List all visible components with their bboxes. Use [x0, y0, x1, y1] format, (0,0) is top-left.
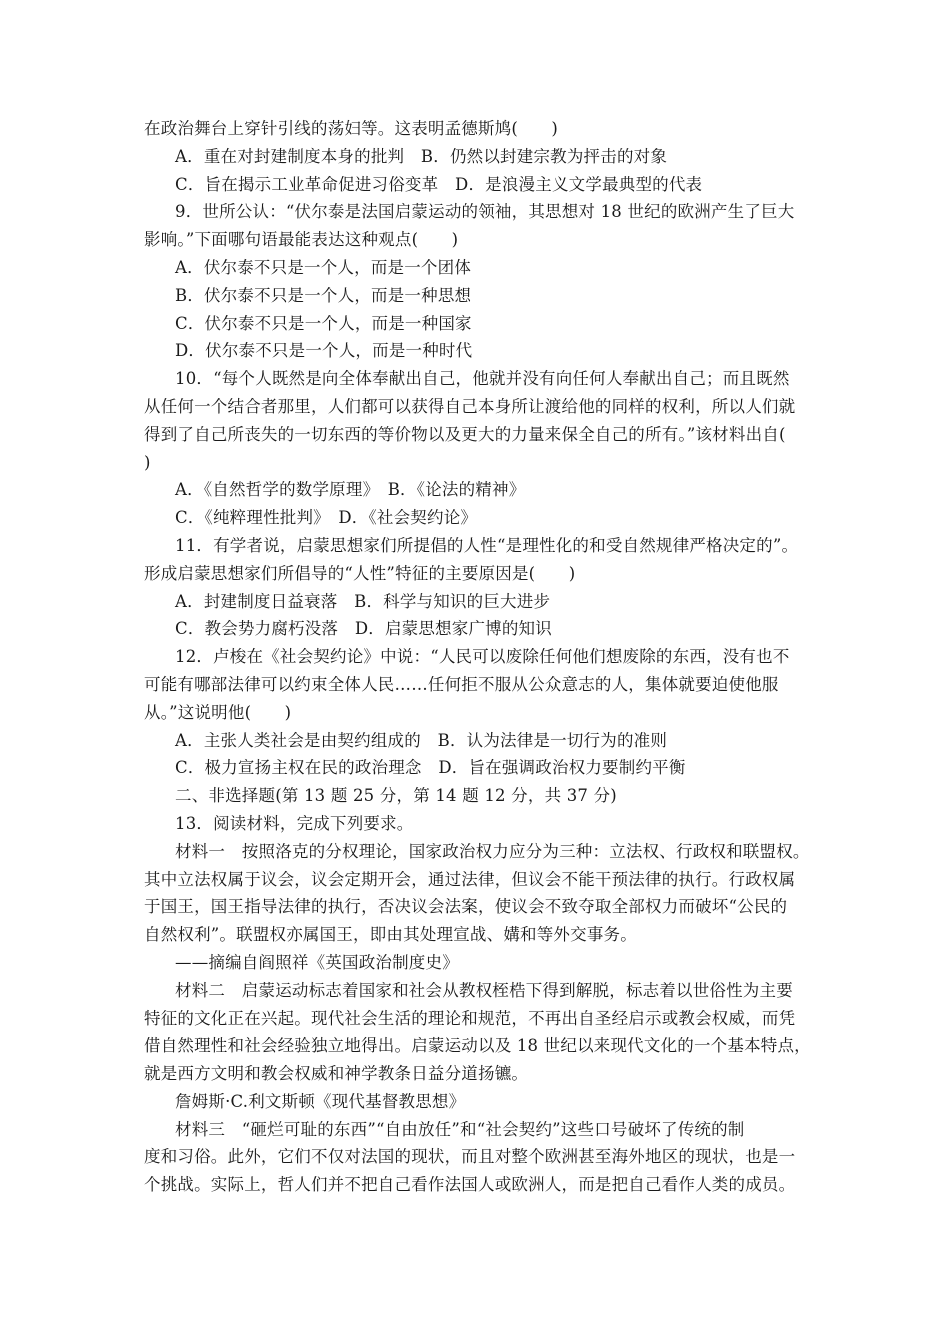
document-page	[144, 115, 814, 1199]
text-line: 个挑战。实际上，哲人们并不把自己看作法国人或欧洲人，而是把自己看作人类的成员。	[144, 1175, 796, 1195]
text-line: 特征的文化正在兴起。现代社会生活的理论和规范，不再出自圣经启示或教会权威，而凭	[144, 1008, 796, 1028]
text-line: 可能有哪部法律可以约束全体人民……任何拒不服从公众意志的人，集体就要迫使他服	[144, 674, 779, 694]
text-line: 其中立法权属于议会，议会定期开会，通过法律，但议会不能干预法律的执行。行政权属	[144, 869, 796, 889]
text-line: 自然权利”。联盟权亦属国王，即由其处理宣战、媾和等外交事务。	[144, 925, 637, 945]
text-line: 材料二 启蒙运动标志着国家和社会从教权桎梏下得到解脱，标志着以世俗性为主要	[175, 980, 793, 1000]
text-line: 11．有学者说，启蒙思想家们所提倡的人性“是理性化的和受自然规律严格决定的”。	[175, 535, 799, 555]
text-line: C．教会势力腐朽没落 D．启蒙思想家广博的知识	[175, 619, 552, 639]
text-line: 二、非选择题(第 13 题 25 分，第 14 题 12 分，共 37 分)	[175, 786, 617, 806]
text-line: A．封建制度日益衰落 B．科学与知识的巨大进步	[175, 591, 551, 611]
text-line: 詹姆斯·C.利文斯顿《现代基督教思想》	[175, 1091, 466, 1111]
text-line: A．重在对封建制度本身的批判 B．仍然以封建宗教为抨击的对象	[175, 146, 668, 166]
text-line: 影响。”下面哪句语最能表达这种观点( )	[144, 230, 459, 250]
text-line: C．伏尔泰不只是一个人，而是一种国家	[175, 313, 472, 333]
text-line: 10．“每个人既然是向全体奉献出自己，他就并没有向任何人奉献出自己；而且既然	[175, 369, 790, 389]
text-line: C．极力宣扬主权在民的政治理念 D．旨在强调政治权力要制约平衡	[175, 758, 686, 778]
text-line: 材料三 “砸烂可耻的东西”“自由放任”和“社会契约”这些口号破坏了传统的制	[175, 1119, 745, 1139]
text-line: 9．世所公认：“伏尔泰是法国启蒙运动的领袖，其思想对 18 世纪的欧洲产生了巨大	[175, 202, 795, 222]
text-line: 在政治舞台上穿针引线的荡妇等。这表明孟德斯鸠( )	[144, 119, 559, 138]
text-line: 12．卢梭在《社会契约论》中说：“人民可以废除任何他们想废除的东西，没有也不	[175, 647, 790, 667]
text-line: ——摘编自阎照祥《英国政治制度史》	[175, 952, 459, 972]
text-line: C．旨在揭示工业革命促进习俗变革 D．是浪漫主义文学最典型的代表	[175, 174, 703, 194]
text-line: 13．阅读材料，完成下列要求。	[175, 813, 414, 833]
text-line: B．伏尔泰不只是一个人，而是一种思想	[175, 285, 472, 305]
text-line: 借自然理性和社会经验独立地得出。启蒙运动以及 18 世纪以来现代文化的一个基本特点，	[144, 1036, 811, 1056]
text-line: )	[144, 452, 151, 472]
text-line: 从。”这说明他( )	[144, 702, 292, 722]
text-line: A．主张人类社会是由契约组成的 B．认为法律是一切行为的准则	[175, 730, 668, 750]
text-line: 得到了自己所丧失的一切东西的等价物以及更大的力量来保全自己的所有。”该材料出自(	[144, 424, 786, 444]
text-line: 形成启蒙思想家们所倡导的“人性”特征的主要原因是( )	[144, 563, 576, 583]
text-line: C．《纯粹理性批判》 D．《社会契约论》	[175, 508, 478, 528]
text-line: 于国王，国王指导法律的执行，否决议会法案，使议会不致夺取全部权力而破坏“公民的	[144, 897, 788, 917]
text-line: 就是西方文明和教会权威和神学教条日益分道扬镳。	[144, 1064, 529, 1084]
text-line: A．《自然哲学的数学原理》 B．《论法的精神》	[175, 480, 526, 500]
text-line: 从任何一个结合者那里，人们都可以获得自己本身所让渡给他的同样的权利，所以人们就	[144, 396, 796, 416]
text-line: D．伏尔泰不只是一个人，而是一种时代	[175, 341, 473, 361]
text-line: A．伏尔泰不只是一个人，而是一个团体	[175, 257, 472, 277]
text-line: 度和习俗。此外，它们不仅对法国的现状，而且对整个欧洲甚至海外地区的现状，也是一	[144, 1147, 796, 1167]
text-line: 材料一 按照洛克的分权理论，国家政治权力应分为三种：立法权、行政权和联盟权。	[175, 841, 810, 861]
